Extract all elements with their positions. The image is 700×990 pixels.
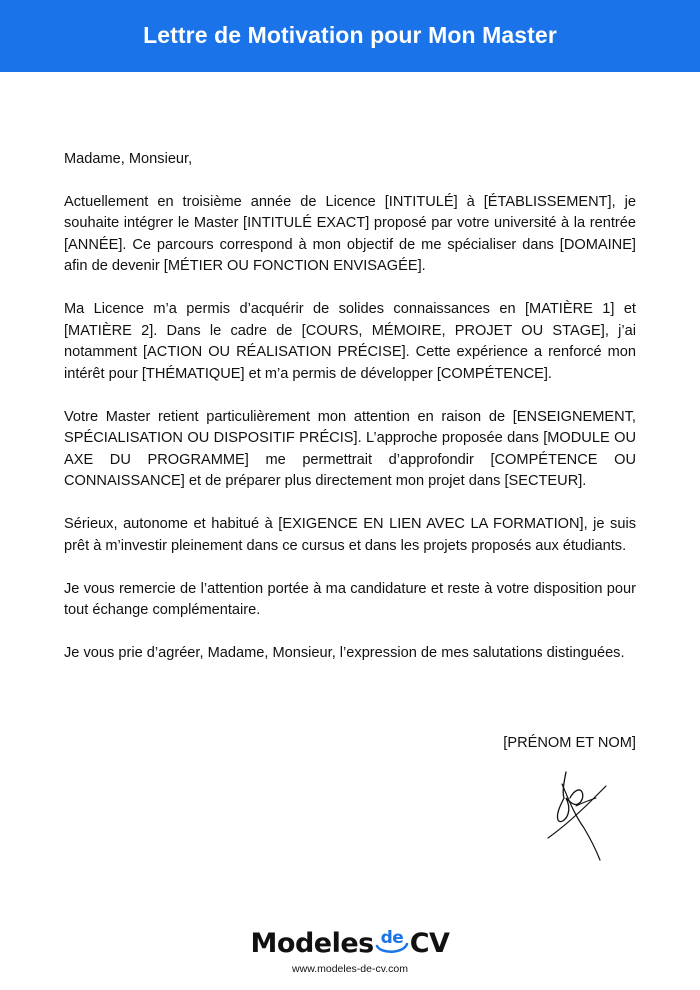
letter-paragraph-2: Ma Licence m’a permis d’acquérir de solides connaissances en [MATIÈRE 1] et [MATIÈRE 2]. Dans le cadre de [COURS, MÉMOIRE, PROJET OU STAGE], j’ai notamment [ACTION OU RÉALISATION PRÉCISE]. Cette expérience a renforcé mon intérêt pour [THÉMATIQUE] et m’a permis de développer [COMPÉTENCE]. [64, 301, 636, 382]
handwritten-signature [540, 768, 610, 863]
header-band [0, 0, 700, 72]
letter-body [64, 149, 636, 686]
letter-paragraph-4: Sérieux, autonome et habitué à [EXIGENCE EN LIEN AVEC LA FORMATION], je suis prêt à m’investir pleinement dans ce cursus et dans les projets proposés aux étudiants. [64, 516, 636, 554]
brand-logo-de-text: de [380, 928, 404, 948]
signature-name: [PRÉNOM ET NOM] [503, 735, 636, 751]
letter-paragraph-3: Votre Master retient particulièrement mon attention en raison de [ENSEIGNEMENT, SPÉCIALISATION OU DISPOSITIF PRÉCIS]. L’approche proposée dans [MODULE OU AXE DU PROGRAMME] me permettrait d’approfondir [COMPÉTENCE OU CONNAISSANCE] et de préparer plus directement mon projet dans [SECTEUR]. [64, 408, 636, 489]
brand-logo-word-left: Modeles [250, 928, 374, 959]
brand-url[interactable]: www.modeles-de-cv.com [292, 963, 408, 975]
page-title: Lettre de Motivation pour Mon Master [143, 21, 557, 48]
letter-greeting: Madame, Monsieur, [64, 151, 193, 167]
brand-logo-word-right: CV [409, 928, 450, 959]
letter-closing: Je vous prie d’agréer, Madame, Monsieur, l’expression de mes salutations distinguées. [64, 645, 625, 661]
brand-logo [0, 924, 700, 961]
letter-paragraph-1: Actuellement en troisième année de Licence [INTITULÉ] à [ÉTABLISSEMENT], je souhaite intégrer le Master [INTITULÉ EXACT] proposé par votre université à la rentrée [ANNÉE]. Ce parcours correspond à mon objectif de me spécialiser dans [DOMAINE] afin de devenir [MÉTIER OU FONCTION ENVISAGÉE]. [64, 193, 636, 274]
brand-logo-de-mark [375, 924, 409, 954]
letter-paragraph-5: Je vous remercie de l’attention portée à ma candidature et reste à votre disposition pour tout échange complémentaire. [64, 580, 636, 618]
